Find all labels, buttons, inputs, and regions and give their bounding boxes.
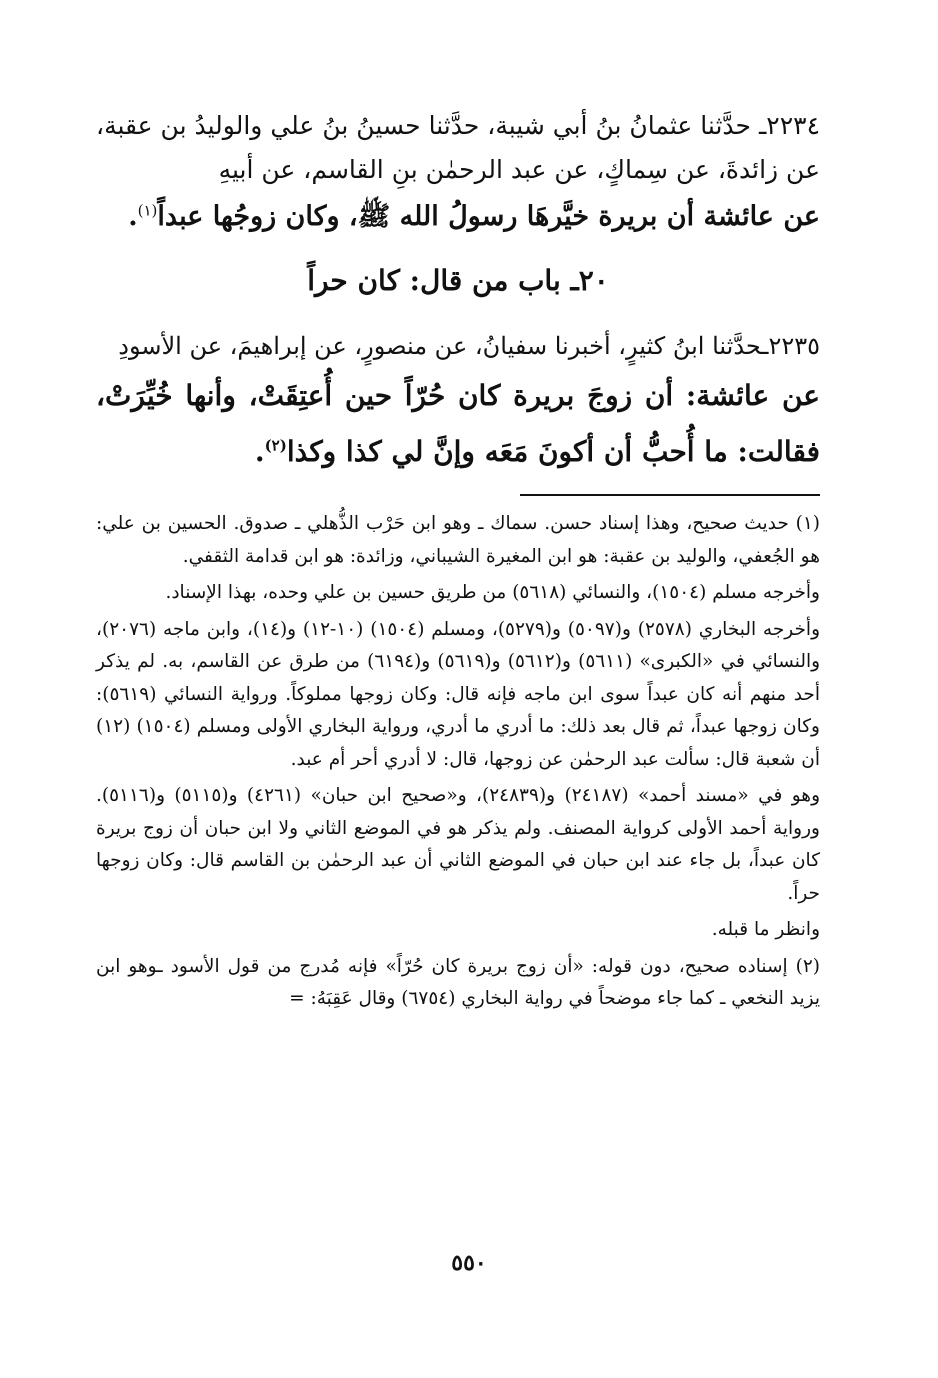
footnote-ref-2[interactable]: (٢) <box>264 436 287 455</box>
hadith-2234-matn: عن عائشة أن بريرة خيَّرهَا رسولُ الله ﷺ، وكان زوجُها عبداً <box>157 201 820 232</box>
main-text <box>96 104 820 480</box>
hadith-2234-end: . <box>128 201 138 232</box>
page-number: ٥٥٠ <box>451 1250 487 1276</box>
book-page <box>96 104 820 1338</box>
footnote-2: (٢) إسناده صحيح، دون قوله: «أن زوج بريرة كان حُرّاً» فإنه مُدرج من قول الأسود ـوهو ابن يزيد النخعي ـ كما جاء موضحاً في رواية البخاري (٦٧٥٤) وقال عَقِبَهُ: = <box>96 955 820 1009</box>
footnote-1: (١) حديث صحيح، وهذا إسناد حسن. سماك ـ وهو ابن حَرْب الذُّهلي ـ صدوق. الحسين بن علي: هو الجُعفي، والوليد بن عقبة: هو ابن المغيرة الشيباني، وزائدة: هو ابن قدامة الثقفي. <box>96 513 820 567</box>
chapter-heading: ٢٠ـ باب من قال: كان حراً <box>307 264 609 297</box>
hadith-2235-end: . <box>254 435 265 468</box>
footnote-1-para-5: وانظر ما قبله. <box>711 919 820 940</box>
footnotes <box>96 508 820 1016</box>
footnote-divider <box>520 494 820 496</box>
hadith-2234 <box>96 104 820 242</box>
hadith-2235 <box>96 324 820 368</box>
footnote-1-para-3: وأخرجه البخاري (٢٥٧٨) و(٥٠٩٧) و(٥٢٧٩)، ومسلم (١٥٠٤) (١٠-١٢) و(١٤)، وابن ماجه (٢٠٧٦)، والنسائي في «الكبرى» (٥٦١١) و(٥٦١٢) و(٥٦١٩) و(٦١٩٤) من طرق عن القاسم، به. لم يذكر أحد منهم أنه كان عبداً سوى ابن ماجه فإنه قال: وكان زوجها مملوكاً. ورواية النسائي (٥٦١٩): وكان زوجها عبداً، ثم قال بعد ذلك: ما أدري ما أدري، ورواية البخاري الأولى ومسلم (١٥٠٤) (١٢) أن شعبة قال: سألت عبد الرحمٰن عن زوجها، قال: لا أدري أحر أم عبد. <box>96 618 821 770</box>
hadith-2235-isnad: ٢٢٣٥ـحدَّثنا ابنُ كثيرٍ، أخبرنا سفيانُ، عن منصورٍ، عن إبراهيمَ، عن الأسودِ <box>118 332 820 360</box>
hadith-2235-matn-block <box>96 368 820 480</box>
footnote-1-para-4: وهو في «مسند أحمد» (٢٤١٨٧) و(٢٤٨٣٩)، و«صحيح ابن حبان» (٤٢٦١) و(٥١١٥) و(٥١١٦). ورواية أحمد الأولى كرواية المصنف. ولم يذكر هو في الموضع الثاني ولا ابن حبان أن زوج بريرة كان عبداً، بل جاء عند ابن حبان في الموضع الثاني أن عبد الرحمٰن بن القاسم قال: وكان زوجها حراً. <box>96 785 821 904</box>
footnote-1-para-2: وأخرجه مسلم (١٥٠٤)، والنسائي (٥٦١٨) من طريق حسين بن علي وحده، بهذا الإسناد. <box>165 582 820 603</box>
hadith-2235-matn: عن عائشة: أن زوجَ بريرة كان حُرّاً حين أُعتِقَتْ، وأنها خُيِّرَتْ، فقالت: ما أُحبُّ أن أكونَ مَعَه وإنَّ لي كذا وكذا <box>96 379 820 468</box>
footnote-ref-1[interactable]: (١) <box>137 201 158 220</box>
hadith-2234-isnad: ٢٢٣٤ـ حدَّثنا عثمانُ بنُ أبي شيبة، حدَّثنا حسينُ بنُ علي والوليدُ بن عقبة، عن زائدةَ، عن سِماكٍ، عن عبد الرحمٰن بنِ القاسم، عن أبيهِ <box>96 111 820 184</box>
